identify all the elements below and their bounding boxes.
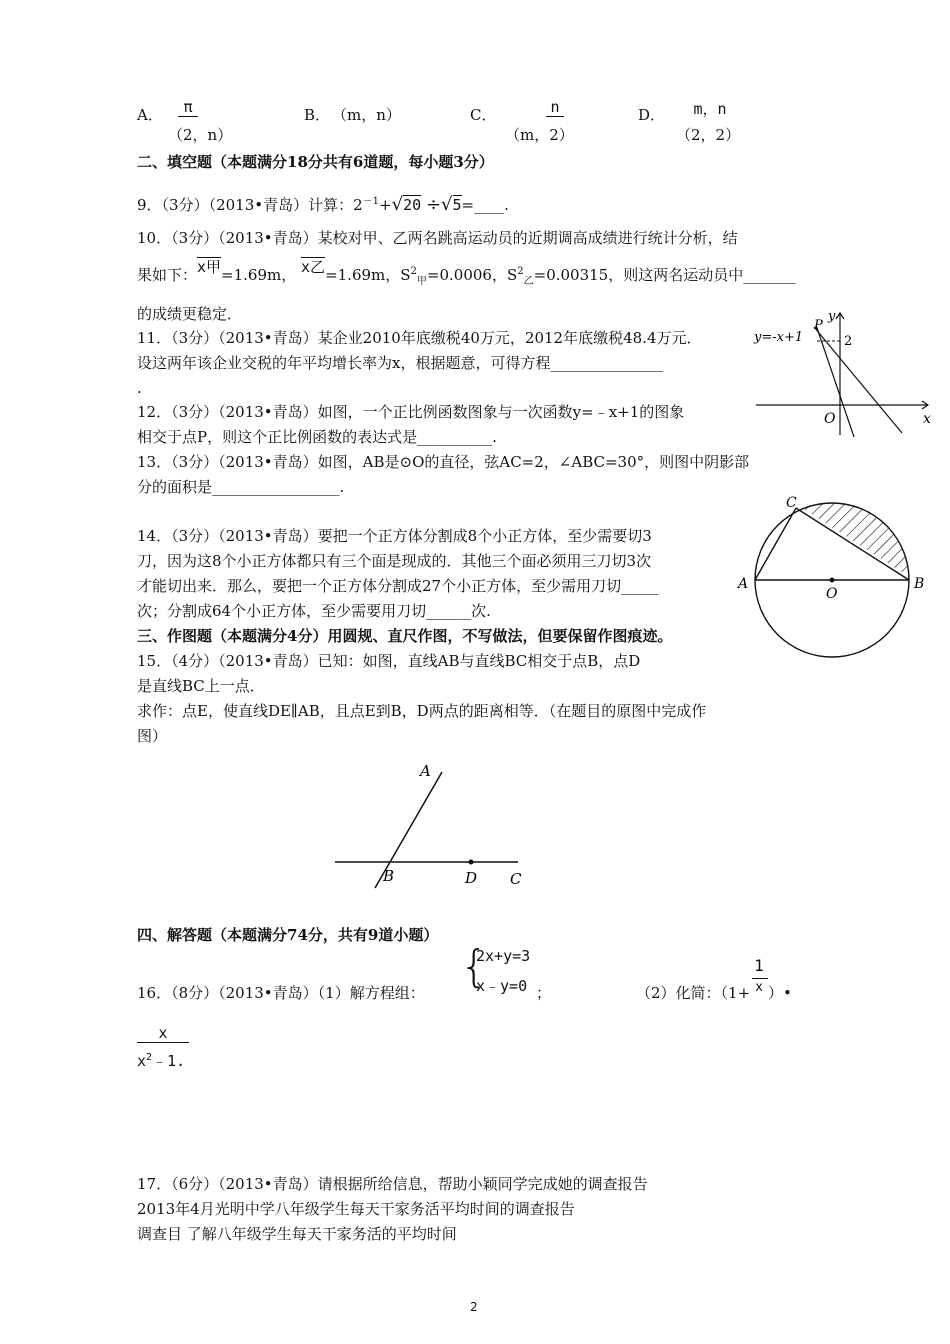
q11-line2: 设这两年该企业交税的年平均增长率为x，根据题意，可得方程_______________ <box>137 354 663 372</box>
label-c: C <box>786 495 797 511</box>
label-c: C <box>510 870 522 888</box>
sqrt-icon: √ <box>441 194 453 215</box>
q9-sup: －1 <box>362 196 380 207</box>
option-d-label: D． <box>638 106 666 124</box>
q10-s-sup-2: 2 <box>517 266 524 277</box>
q17-line3: 调查目 了解八年级学生每天干家务活的平均时间 <box>137 1225 457 1243</box>
point-d <box>469 860 474 865</box>
option-a-label: A． <box>137 106 163 124</box>
option-c-top: n <box>546 98 564 117</box>
option-b-label: B． <box>304 106 331 124</box>
q10-line1: 10．（3分）（2013•青岛）某校对甲、乙两名跳高运动员的近期调高成绩进行统计分析，结 <box>137 229 738 247</box>
q14-line4: 次；分割成64个小正方体，至少需要用刀切______次. <box>137 602 491 620</box>
q11-line1: 11．（3分）（2013•青岛）某企业2010年底缴税40万元，2012年底缴税48.4万元． <box>137 329 702 347</box>
q9-root1: 20 <box>403 196 422 214</box>
q16-frac2-den-tail: ﹣1 <box>152 1052 177 1070</box>
section-2-heading: 二、填空题（本题满分18分共有6道题，每小题3分） <box>137 153 494 171</box>
p-label: P <box>814 318 823 333</box>
chord-ac <box>755 508 796 580</box>
q14-line1: 14．（3分）（2013•青岛）要把一个正方体分割成8个小正方体，至少需要切3 <box>137 527 652 545</box>
label-b: B <box>383 867 395 885</box>
q16-frac-num: 1 <box>754 956 764 975</box>
q16-eq2: x﹣y=0 <box>476 977 528 995</box>
q16-frac2-den-sup: 2 <box>146 1052 153 1063</box>
q15-line4: 图） <box>137 727 168 745</box>
frac-bar <box>752 978 768 979</box>
q10-s-sub-b: 乙 <box>523 276 534 287</box>
q10-pre: 果如下： <box>137 266 198 284</box>
q10-xa-val: =1.69m， <box>221 266 297 284</box>
q16-frac2-num: x <box>137 1024 189 1043</box>
q16-frac2-den-x: x <box>137 1052 147 1070</box>
q14-line2: 刀，因为这8个小正方体都只有三个面是现成的．其他三个面必须用三刀切3次 <box>137 552 652 570</box>
q16-part2: （2）化简：（1+ <box>636 984 751 1002</box>
page-number: 2 <box>470 1300 478 1314</box>
option-b-text: （m，n） <box>332 106 401 124</box>
section-4-heading: 四、解答题（本题满分74分，共有9道小题） <box>137 926 439 944</box>
option-a-bottom: （2，n） <box>168 126 233 144</box>
q10-line3: 的成绩更稳定． <box>137 305 243 323</box>
two-label: 2 <box>844 334 853 349</box>
option-a-top: π <box>178 98 198 117</box>
q10-xb: x乙 <box>301 258 326 276</box>
option-c-label: C． <box>470 106 497 124</box>
q9-plus: + <box>379 196 392 214</box>
o-label: O <box>824 411 836 427</box>
q15-line2: 是直线BC上一点． <box>137 677 265 695</box>
brace-icon: { <box>460 941 488 992</box>
q9-div: ÷ <box>425 194 442 215</box>
figure-linear-functions <box>750 305 940 440</box>
q10-xb-val: =1.69m，S <box>325 266 411 284</box>
center-o <box>830 578 835 583</box>
q16-part2-tail: ）• <box>768 984 792 1002</box>
q17-line2: 2013年4月光明中学八年级学生每天干家务活平均时间的调查报告 <box>137 1200 575 1218</box>
q14-line3: 才能切出来．那么，要把一个正方体分割成27个小正方体，至少需用刀切_____ <box>137 577 659 595</box>
q10-xa: x甲 <box>197 258 222 276</box>
y-label: y <box>828 309 836 324</box>
q13-line2: 分的面积是_________________. <box>137 478 345 496</box>
label-o: O <box>826 586 838 602</box>
option-d-top: m，n <box>693 100 727 118</box>
q12-line1: 12．（3分）（2013•青岛）如图，一个正比例函数图象与一次函数y=﹣x+1的图象 <box>137 403 685 421</box>
q10-s-a-val: =0.0006，S <box>426 266 518 284</box>
q16-frac-den: x <box>755 980 763 995</box>
option-d-bottom: （2，2） <box>676 126 741 144</box>
eq-label: y=-x+1 <box>754 330 804 345</box>
q10-line2 <box>137 258 796 292</box>
label-a: A <box>738 576 749 592</box>
q9-text: 9．（3分）（2013•青岛）计算：2 <box>137 196 363 214</box>
figure-lines-ab-bc <box>330 760 530 890</box>
q15-line1: 15．（4分）（2013•青岛）已知：如图，直线AB与直线BC相交于点B，点D <box>137 652 641 670</box>
q16-frac2-den <box>137 1050 185 1071</box>
label-b: B <box>914 576 925 592</box>
x-label: x <box>923 411 931 427</box>
q10-s-b-val: =0.00315，则这两名运动员中_______ <box>533 266 796 284</box>
q13-line1: 13．（3分）（2013•青岛）如图，AB是⊙O的直径，弦AC=2，∠ABC=30°，则图中阴影部 <box>137 453 750 471</box>
q9-root2: 5 <box>452 196 462 214</box>
q16-semi: ； <box>536 984 552 1002</box>
q16-period: . <box>176 1052 186 1070</box>
q16-text: 16．（8分）（2013•青岛）（1）解方程组： <box>137 984 425 1002</box>
q17-line1: 17．（6分）（2013•青岛）请根据所给信息，帮助小颖同学完成她的调查报告 <box>137 1175 648 1193</box>
q9-tail: =____. <box>461 196 509 214</box>
label-a: A <box>420 762 431 780</box>
q16-eq1: 2x+y=3 <box>476 947 531 965</box>
q12-line2: 相交于点P，则这个正比例函数的表达式是__________. <box>137 428 497 446</box>
option-c-bottom: （m，2） <box>505 126 574 144</box>
q10-s-sup: 2 <box>410 266 417 277</box>
q15-line3: 求作：点E，使直线DE∥AB，且点E到B，D两点的距离相等．（在题目的原图中完成作 <box>137 702 707 720</box>
figure-circle-shaded <box>734 490 934 675</box>
sqrt-icon: √ <box>391 194 404 215</box>
question-9 <box>137 192 509 215</box>
label-d: D <box>465 869 478 887</box>
section-3-heading: 三、作图题（本题满分4分）用圆规、直尺作图，不写做法，但要保留作图痕迹。 <box>137 627 673 645</box>
q10-s-sub-a: 甲 <box>416 276 427 287</box>
q11-line3: . <box>137 379 142 397</box>
